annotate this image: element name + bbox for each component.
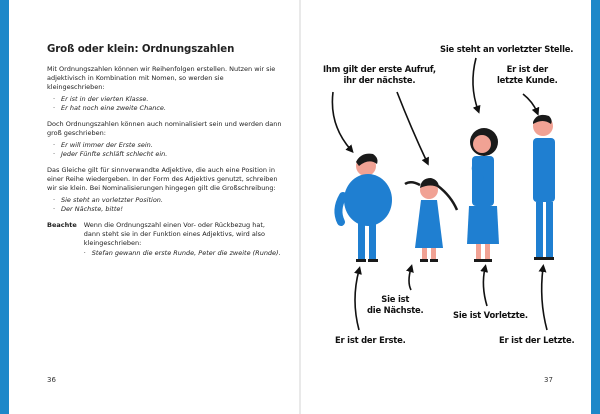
arrow-up-first	[355, 270, 359, 330]
note-example-list	[84, 249, 283, 258]
example-list-2	[53, 141, 283, 159]
example-list-1	[53, 95, 283, 113]
note-body	[84, 221, 283, 265]
figure-woman	[467, 128, 499, 262]
caption-he-is-first: Er ist der Erste.	[335, 335, 406, 345]
paragraph-intro: Mit Ordnungszahlen können wir Reihenfolgen erstellen. Nutzen wir sie adjektivisch in Kombination mit Nomen, so werden sie kleingeschrieben:	[47, 65, 276, 91]
text-column	[47, 44, 283, 265]
arrow-down-first	[332, 92, 351, 150]
paragraph-nominalized: Doch Ordnungszahlen können auch nominalisiert sein und werden dann groß geschrieben:	[47, 120, 282, 137]
caption-she-is-penultimate: Sie ist Vorletzte.	[453, 310, 528, 320]
note-box	[47, 221, 283, 265]
arrow-up-penultimate	[483, 268, 487, 306]
caption-first-call: Ihm gilt der erste Aufruf, ihr der nächste.	[323, 64, 436, 85]
example-item: · Er ist in der vierten Klasse.	[53, 95, 283, 104]
left-page	[9, 0, 299, 414]
example-item: · Der Nächste, bitte!	[53, 205, 283, 214]
figure-girl	[405, 178, 457, 262]
example-item: · Er hat noch eine zweite Chance.	[53, 104, 283, 113]
note-text: Wenn die Ordnungszahl einen Vor- oder Rückbezug hat, dann steht sie in der Funktion eines Adjektivs, wird also kleingeschrieben:	[83, 221, 265, 247]
caption-she-is-next: Sie ist die Nächste.	[367, 294, 424, 315]
arrow-up-last	[542, 268, 547, 330]
page-heading: Groß oder klein: Ordnungszahlen	[47, 44, 235, 55]
caption-penultimate-position: Sie steht an vorletzter Stelle.	[440, 44, 574, 54]
figure-last-man	[533, 115, 555, 260]
queue-illustration	[301, 0, 591, 414]
arrow-down-last	[523, 94, 537, 112]
page-number-left: 36	[47, 376, 56, 384]
paragraph-adjectives: Das Gleiche gilt für sinnverwandte Adjektive, die auch eine Position in einer Reihe wiedergeben. In der Form des Adjektivs genutzt, schreiben wir sie klein. Bei Nominalisierungen hingegen gilt die Großschreibung:	[47, 166, 278, 192]
right-page	[301, 0, 591, 414]
example-item: · Sie steht an vorletzter Position.	[53, 196, 283, 205]
example-item: · Jeder Fünfte schläft schlecht ein.	[53, 150, 283, 159]
figure-first-man	[338, 154, 392, 262]
caption-he-is-last: Er ist der Letzte.	[499, 335, 575, 345]
example-item: · Er will immer der Erste sein.	[53, 141, 283, 150]
page-number-right: 37	[544, 376, 553, 384]
arrow-up-next	[409, 268, 411, 290]
arrow-down-next	[397, 92, 427, 162]
caption-last-customer: Er ist der letzte Kunde.	[497, 64, 558, 85]
example-list-3	[53, 196, 283, 214]
example-item: · Stefan gewann die erste Runde, Peter die zweite (Runde).	[84, 249, 283, 258]
note-label: Beachte	[47, 221, 77, 229]
arrow-down-penultimate	[473, 58, 478, 110]
